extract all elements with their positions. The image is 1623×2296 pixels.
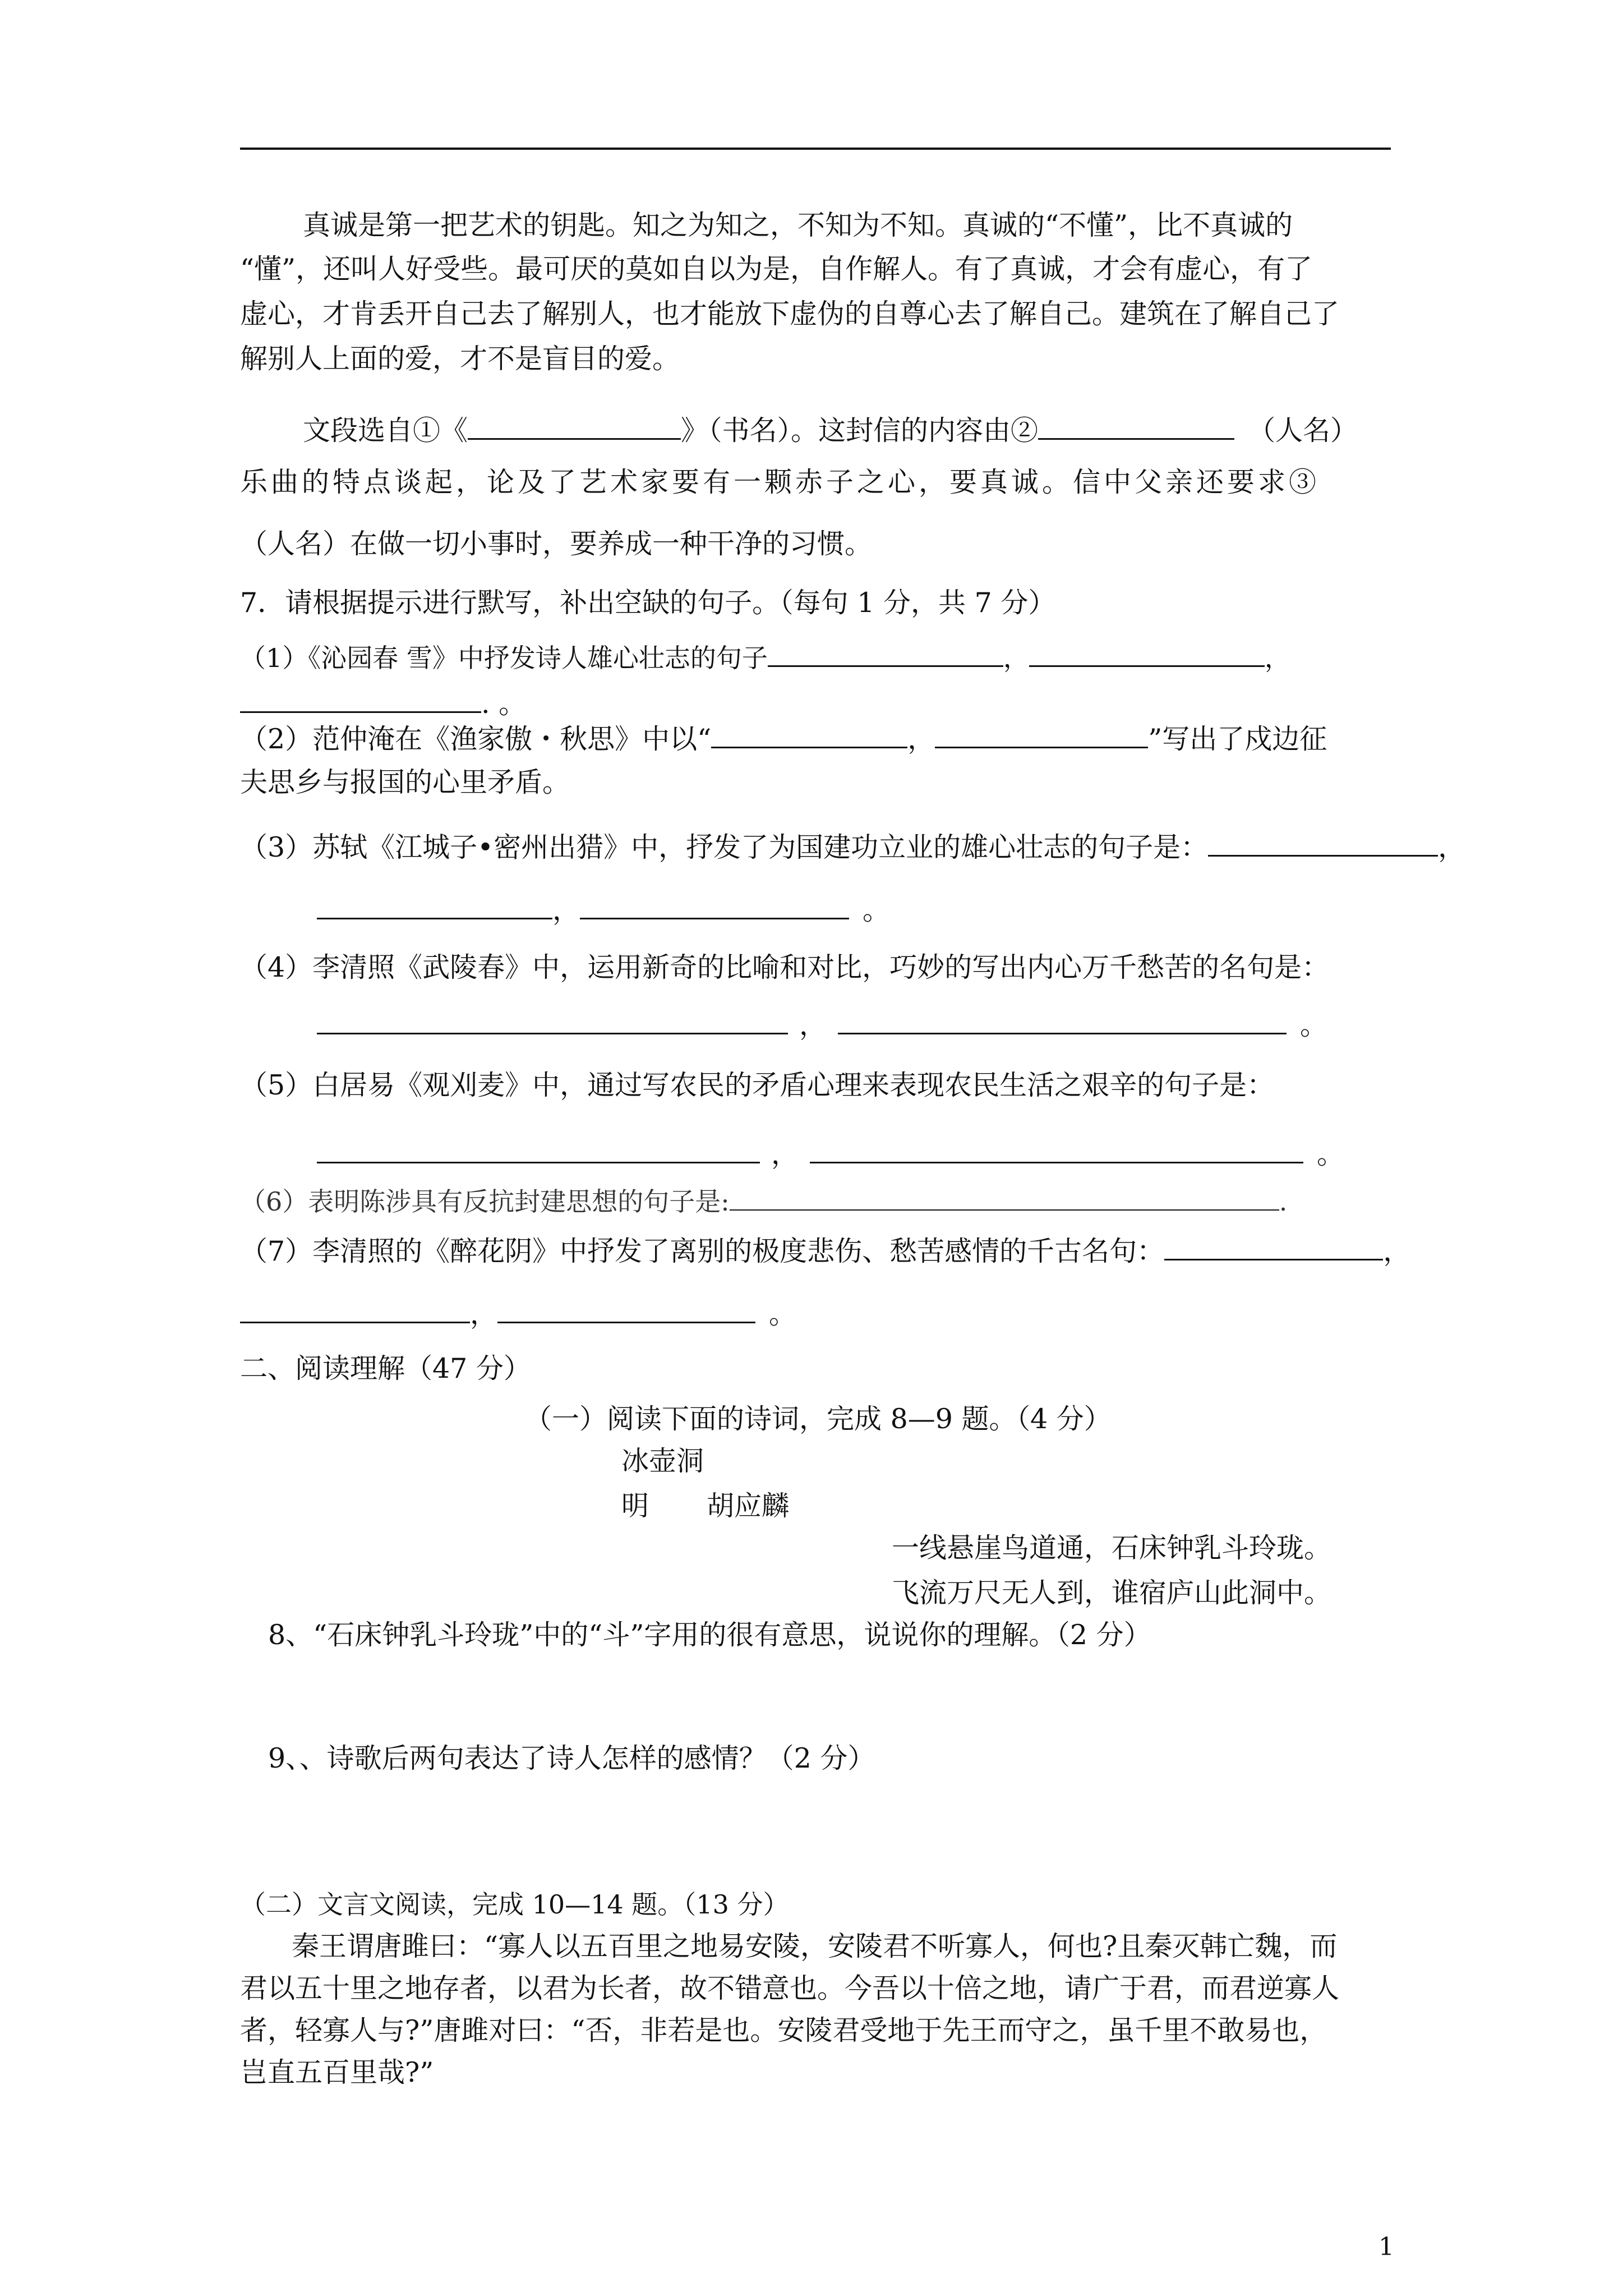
blank-2b[interactable] <box>935 721 1148 748</box>
blank-1c[interactable] <box>240 685 481 713</box>
poem-line-1: 一线悬崖鸟道通，石床钟乳斗玲珑。 <box>892 1532 1332 1564</box>
comma: ， <box>799 1009 827 1041</box>
blank-book-name[interactable] <box>468 412 681 440</box>
comma: ， <box>771 1138 799 1170</box>
q7-item-5-cont <box>317 1136 1344 1171</box>
blank-5b[interactable] <box>810 1136 1303 1163</box>
poem-title: 冰壶洞 <box>621 1445 704 1477</box>
comma: ， <box>1264 643 1290 673</box>
classical-line-2: 君以五十里之地存者，以君为长者，故不错意也。今吾以十倍之地，请广于君，而君逆寡人 <box>240 1972 1340 2004</box>
q7-item-6-text: （6）表明陈涉具有反抗封建思想的句子是: <box>240 1186 730 1217</box>
q7-item-2-cont: 夫思乡与报国的心里矛盾。 <box>240 766 570 798</box>
q6-line-2: 乐曲的特点谈起，论及了艺术家要有一颗赤子之心，要真诚。信中父亲还要求③ <box>240 466 1320 498</box>
q7-item-7-cont <box>240 1296 796 1331</box>
period: 。 <box>1317 1138 1345 1170</box>
q7-item-3 <box>240 829 1465 864</box>
q8-text: 8、“石床钟乳斗玲珑”中的“斗”字用的很有意思，说说你的理解。（2 分） <box>268 1619 1151 1651</box>
q7-item-5: （5）白居易《观刈麦》中，通过写农民的矛盾心理来表现农民生活之艰辛的句子是： <box>240 1069 1275 1101</box>
q7-item-4: （4）李清照《武陵春》中，运用新奇的比喻和对比，巧妙的写出内心万千愁苦的名句是： <box>240 951 1330 983</box>
page-number: 1 <box>1378 2233 1394 2261</box>
blank-1b[interactable] <box>1029 639 1265 667</box>
q7-item-2-tail: ”写出了戍边征 <box>1148 723 1327 755</box>
blank-7a[interactable] <box>1164 1233 1383 1260</box>
q9-text: 9、、诗歌后两句表达了诗人怎样的感情？（2 分） <box>268 1742 875 1774</box>
blank-3b[interactable] <box>317 892 552 919</box>
classical-intro: （二）文言文阅读，完成 10—14 题。（13 分） <box>240 1889 789 1920</box>
passage-line-3: 虚心，才肯丢开自己去了解别人，也才能放下虚伪的自尊心去了解自己。建筑在了解自己了 <box>240 298 1340 330</box>
header-rule <box>240 148 1391 150</box>
q6-line-1 <box>303 412 1358 448</box>
poem-author: 胡应麟 <box>707 1490 790 1522</box>
q7-item-2 <box>240 721 1327 756</box>
classical-line-4: 岂直五百里哉?” <box>240 2056 434 2088</box>
comma: ， <box>1438 831 1466 863</box>
blank-4a[interactable] <box>317 1007 788 1034</box>
q6-source-prefix: 文段选自①《 <box>303 415 468 447</box>
poem-intro: （一）阅读下面的诗词，完成 8—9 题。（4 分） <box>524 1403 1112 1435</box>
blank-person-name-1[interactable] <box>1038 412 1234 440</box>
classical-line-1: 秦王谓唐雎曰：“寡人以五百里之地易安陵，安陵君不听寡人，何也?且秦灭韩亡魏，而 <box>292 1930 1338 1962</box>
poem-dynasty: 明 <box>621 1490 649 1522</box>
blank-7b[interactable] <box>240 1296 470 1323</box>
comma: ， <box>1383 1235 1411 1267</box>
passage-line-2: “懂”，还叫人好受些。最可厌的莫如自以为是，自作解人。有了真诚，才会有虚心，有了 <box>240 253 1313 285</box>
poem-line-2: 飞流万尺无人到，谁宿庐山此洞中。 <box>892 1577 1332 1609</box>
q7-item-3-cont <box>317 892 890 927</box>
blank-2a[interactable] <box>711 721 907 748</box>
comma: ， <box>552 894 580 926</box>
q7-item-4-cont <box>317 1007 1327 1042</box>
dot-period: . 。 <box>481 688 527 720</box>
passage-line-1: 真诚是第一把艺术的钥匙。知之为知之，不知为不知。真诚的“不懂”，比不真诚的 <box>303 209 1293 241</box>
passage-line-4: 解别人上面的爱，才不是盲目的爱。 <box>240 343 680 375</box>
comma: ， <box>1003 643 1029 673</box>
period: 。 <box>863 894 891 926</box>
q6-line-3: （人名）在做一切小事时，要养成一种干净的习惯。 <box>240 528 873 560</box>
q7-item-6 <box>240 1184 1287 1218</box>
q7-item-2-text: （2）范仲淹在《渔家傲・秋思》中以“ <box>240 723 712 755</box>
q6-source-mid: 》（书名）。这封信的内容由② <box>681 415 1039 447</box>
blank-1a[interactable] <box>768 639 1003 667</box>
q7-item-1-text: （1）《沁园春 雪》中抒发诗人雄心壮志的句子 <box>240 643 768 673</box>
period: 。 <box>769 1298 797 1330</box>
blank-4b[interactable] <box>838 1007 1287 1034</box>
classical-line-3: 者，轻寡人与?”唐雎对曰：“否，非若是也。安陵君受地于先王而守之，虽千里不敢易也， <box>240 2014 1327 2046</box>
blank-5a[interactable] <box>317 1136 760 1163</box>
q7-item-1 <box>240 639 1290 675</box>
blank-3a[interactable] <box>1208 829 1438 857</box>
q7-item-1-cont <box>240 685 526 721</box>
q7-item-7-text: （7）李清照的《醉花阴》中抒发了离别的极度悲伤、愁苦感情的千古名句： <box>240 1235 1165 1267</box>
q7-item-3-text: （3）苏轼《江城子•密州出猎》中，抒发了为国建功立业的雄心壮志的句子是： <box>240 831 1209 863</box>
blank-3c[interactable] <box>580 892 849 919</box>
q7-item-7 <box>240 1233 1410 1268</box>
comma: ， <box>470 1298 498 1330</box>
blank-6[interactable] <box>730 1184 1279 1211</box>
q6-source-suffix: （人名） <box>1248 415 1358 447</box>
q7-title: 7．请根据提示进行默写，补出空缺的句子。（每句 1 分，共 7 分） <box>240 587 1056 619</box>
comma: ， <box>907 723 935 755</box>
period: 。 <box>1300 1009 1328 1041</box>
section-2-heading: 二、阅读理解（47 分） <box>240 1352 531 1384</box>
blank-7c[interactable] <box>497 1296 755 1323</box>
dot: . <box>1279 1186 1288 1217</box>
